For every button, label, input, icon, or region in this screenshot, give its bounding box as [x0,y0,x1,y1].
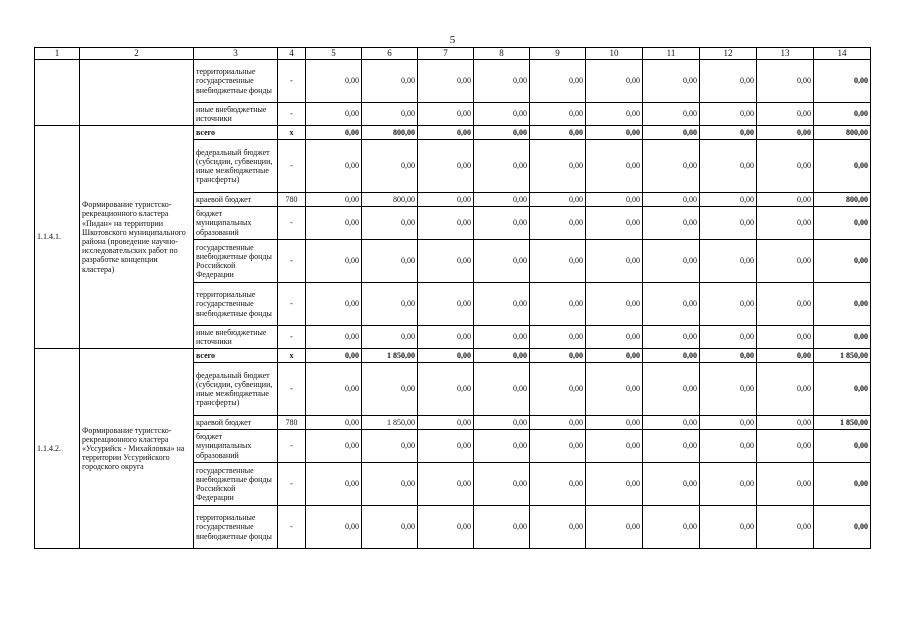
value-cell: 0,00 [757,363,814,416]
value-cell: 0,00 [643,283,700,326]
value-cell: 800,00 [814,193,871,207]
value-cell: 0,00 [362,506,418,549]
value-cell: 0,00 [586,126,643,140]
value-cell: 0,00 [757,283,814,326]
value-cell: 0,00 [586,506,643,549]
column-number-header: 5 [306,48,362,60]
funding-source-cell: территориальные государственные внебюджетные фонды [194,283,278,326]
value-cell: 0,00 [643,240,700,283]
value-cell: 0,00 [362,60,418,103]
value-cell: 0,00 [530,140,586,193]
value-cell: 0,00 [530,60,586,103]
value-cell: 0,00 [700,140,757,193]
value-cell: 0,00 [757,416,814,430]
item-name-cell [80,60,194,126]
column-number-header: 12 [700,48,757,60]
value-cell: 0,00 [474,463,530,506]
value-cell: 0,00 [700,103,757,126]
value-cell: 0,00 [814,240,871,283]
value-cell: 0,00 [643,207,700,240]
budget-code-cell: - [278,430,306,463]
value-cell: 0,00 [530,326,586,349]
value-cell: 0,00 [474,103,530,126]
value-cell: 0,00 [586,326,643,349]
value-cell: 1 850,00 [362,416,418,430]
column-number-header: 2 [80,48,194,60]
value-cell: 0,00 [306,463,362,506]
value-cell: 0,00 [474,240,530,283]
value-cell: 0,00 [700,283,757,326]
value-cell: 0,00 [306,193,362,207]
value-cell: 0,00 [530,416,586,430]
value-cell: 0,00 [586,363,643,416]
value-cell: 0,00 [643,463,700,506]
value-cell: 0,00 [306,207,362,240]
value-cell: 0,00 [643,349,700,363]
budget-code-cell: - [278,506,306,549]
value-cell: 0,00 [814,60,871,103]
value-cell: 0,00 [586,103,643,126]
item-number-cell [35,60,80,126]
value-cell: 0,00 [306,283,362,326]
value-cell: 0,00 [700,326,757,349]
value-cell: 0,00 [306,140,362,193]
value-cell: 0,00 [586,240,643,283]
budget-code-cell: х [278,126,306,140]
value-cell: 0,00 [418,506,474,549]
value-cell: 0,00 [362,103,418,126]
value-cell: 800,00 [362,126,418,140]
funding-source-cell: государственные внебюджетные фонды Российской Федерации [194,463,278,506]
value-cell: 0,00 [530,240,586,283]
table-row [35,126,871,140]
value-cell: 0,00 [530,283,586,326]
value-cell: 0,00 [418,240,474,283]
funding-source-cell: иные внебюджетные источники [194,326,278,349]
value-cell: 1 850,00 [814,349,871,363]
value-cell: 0,00 [757,349,814,363]
value-cell: 0,00 [306,416,362,430]
value-cell: 0,00 [586,193,643,207]
value-cell: 0,00 [474,140,530,193]
value-cell: 0,00 [814,463,871,506]
value-cell: 0,00 [362,283,418,326]
value-cell: 0,00 [814,326,871,349]
value-cell: 0,00 [306,126,362,140]
value-cell: 0,00 [362,140,418,193]
value-cell: 0,00 [643,326,700,349]
budget-code-cell: - [278,207,306,240]
value-cell: 0,00 [643,363,700,416]
value-cell: 0,00 [530,126,586,140]
value-cell: 0,00 [530,430,586,463]
funding-source-cell: иные внебюджетные источники [194,103,278,126]
value-cell: 0,00 [474,193,530,207]
value-cell: 0,00 [306,60,362,103]
budget-code-cell: - [278,103,306,126]
page-number: 5 [449,34,456,46]
value-cell: 0,00 [418,430,474,463]
table-body [35,48,871,549]
value-cell: 0,00 [530,103,586,126]
column-number-header: 13 [757,48,814,60]
value-cell: 0,00 [418,207,474,240]
value-cell: 0,00 [362,240,418,283]
column-number-header: 14 [814,48,871,60]
value-cell: 0,00 [700,126,757,140]
value-cell: 0,00 [474,430,530,463]
value-cell: 0,00 [757,103,814,126]
value-cell: 0,00 [586,283,643,326]
value-cell: 0,00 [700,60,757,103]
value-cell: 0,00 [643,416,700,430]
funding-source-cell: федеральный бюджет (субсидии, субвенции, иные межбюджетные трансферты) [194,140,278,193]
value-cell: 0,00 [757,140,814,193]
budget-code-cell: - [278,326,306,349]
value-cell: 1 850,00 [814,416,871,430]
value-cell: 0,00 [306,103,362,126]
value-cell: 0,00 [814,506,871,549]
value-cell: 0,00 [814,363,871,416]
value-cell: 0,00 [586,463,643,506]
budget-code-cell: - [278,140,306,193]
budget-code-cell: - [278,60,306,103]
column-number-header: 7 [418,48,474,60]
table-row [35,60,871,103]
value-cell: 0,00 [474,349,530,363]
budget-code-cell: - [278,240,306,283]
value-cell: 0,00 [530,207,586,240]
value-cell: 0,00 [418,326,474,349]
value-cell: 0,00 [418,363,474,416]
value-cell: 0,00 [814,103,871,126]
value-cell: 0,00 [586,207,643,240]
value-cell: 0,00 [586,430,643,463]
item-number-cell: 1.1.4.1. [35,126,80,349]
value-cell: 0,00 [418,416,474,430]
value-cell: 0,00 [474,126,530,140]
budget-code-cell: - [278,363,306,416]
value-cell: 0,00 [362,430,418,463]
value-cell: 0,00 [757,326,814,349]
value-cell: 0,00 [418,126,474,140]
value-cell: 0,00 [306,506,362,549]
value-cell: 0,00 [306,326,362,349]
value-cell: 0,00 [306,349,362,363]
value-cell: 0,00 [700,506,757,549]
funding-source-cell: государственные внебюджетные фонды Российской Федерации [194,240,278,283]
value-cell: 0,00 [643,506,700,549]
value-cell: 0,00 [814,207,871,240]
funding-source-cell: территориальные государственные внебюджетные фонды [194,60,278,103]
value-cell: 0,00 [530,349,586,363]
value-cell: 0,00 [362,363,418,416]
value-cell: 0,00 [700,207,757,240]
value-cell: 0,00 [530,506,586,549]
table-row [35,349,871,363]
value-cell: 0,00 [474,416,530,430]
value-cell: 0,00 [474,506,530,549]
value-cell: 0,00 [814,283,871,326]
item-number-cell: 1.1.4.2. [35,349,80,549]
value-cell: 0,00 [757,430,814,463]
value-cell: 800,00 [814,126,871,140]
value-cell: 0,00 [757,126,814,140]
value-cell: 0,00 [700,240,757,283]
value-cell: 0,00 [530,463,586,506]
value-cell: 0,00 [757,193,814,207]
funding-source-cell: краевой бюджет [194,416,278,430]
value-cell: 0,00 [418,283,474,326]
value-cell: 0,00 [306,240,362,283]
column-number-header: 8 [474,48,530,60]
value-cell: 0,00 [586,140,643,193]
value-cell: 0,00 [474,363,530,416]
value-cell: 800,00 [362,193,418,207]
value-cell: 0,00 [362,326,418,349]
value-cell: 0,00 [586,349,643,363]
funding-source-cell: всего [194,126,278,140]
value-cell: 0,00 [643,126,700,140]
value-cell: 0,00 [700,193,757,207]
value-cell: 0,00 [757,463,814,506]
value-cell: 0,00 [643,103,700,126]
value-cell: 0,00 [474,207,530,240]
budget-code-cell: 780 [278,193,306,207]
value-cell: 0,00 [418,463,474,506]
value-cell: 0,00 [306,363,362,416]
column-number-header: 1 [35,48,80,60]
value-cell: 0,00 [530,363,586,416]
value-cell: 0,00 [700,416,757,430]
column-number-header: 6 [362,48,418,60]
value-cell: 0,00 [643,60,700,103]
value-cell: 0,00 [643,193,700,207]
value-cell: 0,00 [418,103,474,126]
value-cell: 0,00 [700,363,757,416]
value-cell: 0,00 [814,140,871,193]
budget-table [34,47,871,549]
funding-source-cell: краевой бюджет [194,193,278,207]
budget-code-cell: 780 [278,416,306,430]
value-cell: 0,00 [362,463,418,506]
funding-source-cell: федеральный бюджет (субсидии, субвенции, иные межбюджетные трансферты) [194,363,278,416]
funding-source-cell: территориальные государственные внебюджетные фонды [194,506,278,549]
column-number-header: 9 [530,48,586,60]
value-cell: 0,00 [700,349,757,363]
funding-source-cell: бюджет муниципальных образований [194,207,278,240]
value-cell: 0,00 [757,207,814,240]
value-cell: 0,00 [418,193,474,207]
value-cell: 0,00 [362,207,418,240]
value-cell: 0,00 [643,140,700,193]
value-cell: 0,00 [757,506,814,549]
value-cell: 0,00 [530,193,586,207]
value-cell: 0,00 [814,430,871,463]
value-cell: 1 850,00 [362,349,418,363]
item-name-cell: Формирование туристско-рекреационного кластера «Уссурийск - Михайловка» на территории Уссурийского городского округа [80,349,194,549]
column-number-header: 10 [586,48,643,60]
value-cell: 0,00 [700,463,757,506]
value-cell: 0,00 [757,60,814,103]
value-cell: 0,00 [418,140,474,193]
budget-code-cell: - [278,283,306,326]
value-cell: 0,00 [700,430,757,463]
value-cell: 0,00 [474,283,530,326]
funding-source-cell: всего [194,349,278,363]
item-name-cell: Формирование туристско-рекреационного кластера «Пидан» на территории Шкотовского муниципального района (проведение научно-исследовательских работ по разработке концепции кластера) [80,126,194,349]
value-cell: 0,00 [474,326,530,349]
funding-source-cell: бюджет муниципальных образований [194,430,278,463]
value-cell: 0,00 [474,60,530,103]
budget-code-cell: - [278,463,306,506]
value-cell: 0,00 [757,240,814,283]
value-cell: 0,00 [643,430,700,463]
header-row [35,48,871,60]
value-cell: 0,00 [586,416,643,430]
budget-code-cell: х [278,349,306,363]
value-cell: 0,00 [306,430,362,463]
value-cell: 0,00 [418,349,474,363]
column-number-header: 11 [643,48,700,60]
column-number-header: 4 [278,48,306,60]
value-cell: 0,00 [586,60,643,103]
value-cell: 0,00 [418,60,474,103]
column-number-header: 3 [194,48,278,60]
